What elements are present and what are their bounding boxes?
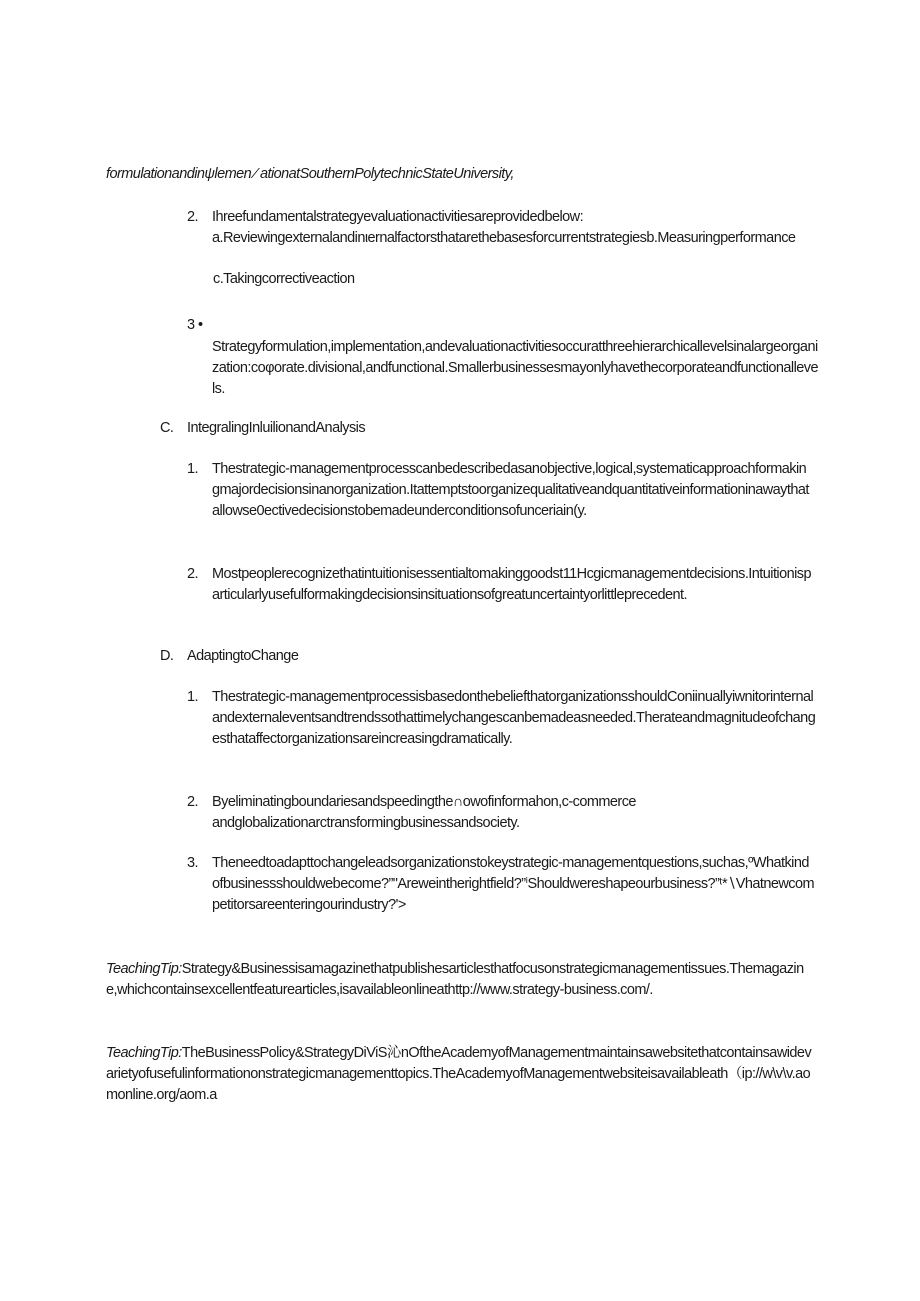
teaching-tip: [106, 959, 814, 1001]
item-number: 1.: [187, 461, 198, 477]
item-text: Thestrategic-managementprocesscanbedescribedasanobjective,logical,systematicapproachformakingmajordecisionsinanorganization.Itattemptstoorganizequalitativeandquantitativeinformationinawaythatallowse0ectivedecisionstobemadeunderconditionsofunceriain(y.: [212, 461, 809, 519]
section-letter: C.: [160, 420, 174, 436]
section-letter: D.: [160, 648, 174, 664]
section-title: AdaptingtoChange: [187, 648, 299, 664]
teaching-tip-text: TheBusinessPolicy&StrategyDiViS沁nOftheAcademyofManagementmaintainsawebsitethatcontainsawidevarietyofusefulinformationonstrategicmanagementtopics.TheAcademyofManagementwebsiteisavailableath（ip://w\v\v.aomonline.org/aom.a: [106, 1045, 812, 1103]
teaching-tip-text: Strategy&Businessisamagazinethatpublishesarticlesthatfocusonstrategicmanagementissues.Themagazine,whichcontainsexcellentfeaturearticles,isavailableonlineathttp://www.strategy-business.com/.: [106, 961, 804, 998]
item-number: 2.: [187, 566, 198, 582]
item-sub-c: c.Takingcorrectiveaction: [213, 271, 355, 287]
item-text: Strategyformulation,implementation,andevaluationactivitiesoccuratthreehierarchicallevelsinalargeorganization:coφorate.divisional,andfunctional.Smallerbusinessesmayonlyhavethecorporateandfunctionallevels.: [212, 339, 818, 397]
item-number: 1.: [187, 689, 198, 705]
teaching-tip-label: TeachingTip:: [106, 1045, 182, 1061]
item-text: Thestrategic-managementprocessisbasedonthebeliefthatorganizationsshouldConiinuallyiwnitorinternalandexternaleventsandtrendssothattimelychangescanbemadeasneeded.Therateandmagnitudeofchangesthataffectorganizationsareincreasingdramatically.: [212, 689, 816, 747]
item-number: 2.: [187, 209, 198, 225]
item-text: Theneedtoadapttochangeleadsorganizationstokeystrategic-managementquestions,suchas,ºWhatkindofbusinessshouldwebecome?”"Areweintherightfield?”ⁱShouldwereshapeourbusiness?”ᵗ*∖Vhatnewcompetitorsareenteringourindustry?'>: [212, 855, 815, 913]
item-number: 3.: [187, 855, 198, 871]
item-text: Byeliminatingboundariesandspeedingthe∩owofinformahon,c-commerceandglobalizationarctransformingbusinessandsociety.: [212, 794, 636, 831]
item-text: Mostpeoplerecognizethatintuitionisessentialtomakinggoodst11Hcgicmanagementdecisions.Intuitionisparticularlyusefulformakingdecisionsinsituationsofgreatuncertaintyorlittleprecedent.: [212, 566, 812, 603]
item-sub-a: a.Reviewingexternalandinιernalfactorsthatarethebasesforcurrentstrategiesb.Measuringperformance: [212, 230, 796, 246]
intro-line: formulationandinψlemen ∕ ationatSouthernPolytechnicStateUniversity,: [106, 166, 514, 182]
item-heading: Ihreefundamentalstrategyevaluationactivitiesareprovidedbelow:: [212, 209, 584, 225]
item-number: 3 •: [187, 317, 203, 333]
item-number: 2.: [187, 794, 198, 810]
teaching-tip: [106, 1043, 818, 1106]
teaching-tip-label: TeachingTip:: [106, 961, 182, 977]
section-title: IntegralingInluilionandAnalysis: [187, 420, 366, 436]
